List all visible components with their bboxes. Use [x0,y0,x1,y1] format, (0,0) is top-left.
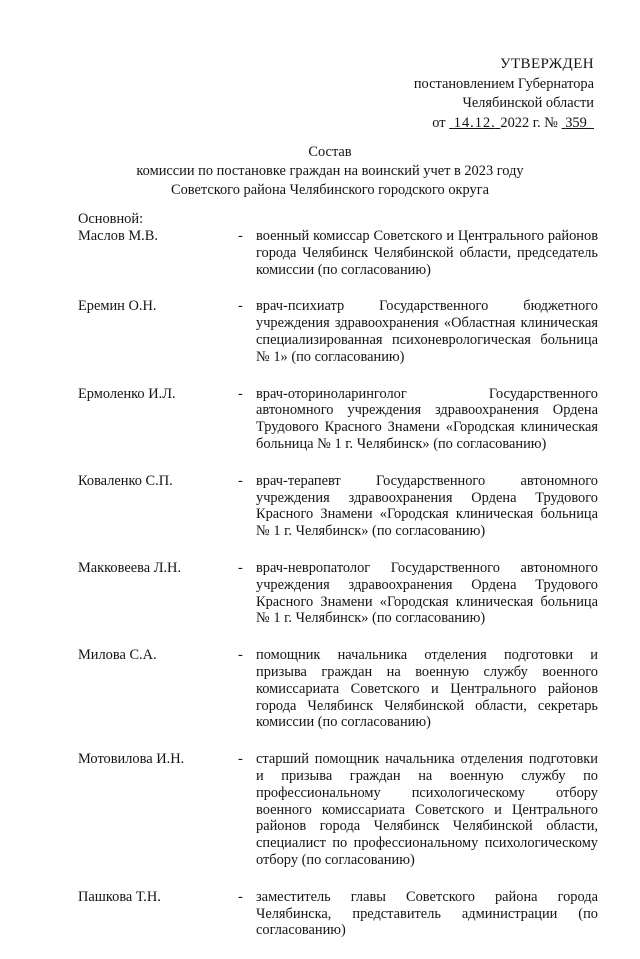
member-dash: - [238,298,243,315]
member-description: врач-оториноларинголог Государственного автономного учреждения здравоохранения Ордена Трудового Красного Знамени «Городская клиническая больница № 1 г. Челябинск» (по согласованию) [256,385,598,452]
member-dash: - [238,472,243,489]
approval-date: 14.12. [453,114,496,131]
member-dash: - [238,751,243,768]
approval-number-sign: № [544,114,558,131]
member-dash: - [238,228,243,244]
document-title [60,143,600,200]
approval-stamp [370,55,594,133]
member-name: Маслов М.В. [78,228,158,244]
member-name: Коваленко С.П. [78,472,173,489]
approval-line-1: постановлением Губернатора [413,75,594,92]
member-row [78,386,598,453]
approval-heading: УТВЕРЖДЕН [499,56,594,72]
approval-from: от [432,114,446,131]
members-list [78,228,598,959]
member-description: военный комиссар Советского и Центрального районов города Челябинск Челябинской области, председатель комиссии (по согласованию) [256,228,598,278]
member-row [78,889,598,939]
member-row [78,228,598,278]
member-name: Пашкова Т.Н. [78,888,161,905]
member-description: врач-психиатр Государственного бюджетного учреждения здравоохранения «Областная клиническая специализированная психоневрологическая больница № 1» (по согласованию) [256,298,598,365]
member-row [78,560,598,627]
approval-line-2: Челябинской области [462,95,594,111]
member-name: Макковеева Л.Н. [78,559,182,576]
member-dash: - [238,888,243,905]
title-line-2: комиссии по постановке граждан на воинский учет в 2023 году [136,163,524,179]
member-row [78,473,598,540]
member-dash: - [238,385,243,402]
member-dash: - [238,559,243,576]
title-line-3: Советского района Челябинского городского округа [170,182,490,198]
approval-date-line [370,114,594,134]
approval-number: 359 [565,114,587,131]
member-description: старший помощник начальника отделения подготовки и призыва граждан на военную службу по профессиональному психологическому отбору военного комиссариата Советского и Центрального районов города Челябинск Челябинской области, специалист по профессиональному психологическому отбору (по согласованию) [256,751,598,868]
member-name: Ермоленко И.Л. [78,385,176,402]
section-label: Основной: [78,211,144,227]
title-line-1: Состав [308,144,352,160]
member-row [78,751,598,869]
member-name: Еремин О.Н. [78,298,157,315]
approval-year: 2022 г. [500,114,541,131]
member-name: Мотовилова И.Н. [78,751,185,768]
member-row [78,647,598,731]
member-dash: - [238,647,243,664]
member-name: Милова С.А. [78,647,157,664]
member-row [78,298,598,365]
member-description: заместитель главы Советского района города Челябинска, представитель администрации (по согласованию) [256,888,598,939]
member-description: врач-невропатолог Государственного автономного учреждения здравоохранения Ордена Трудового Красного Знамени «Городская клиническая больница № 1 г. Челябинск» (по согласованию) [256,559,598,627]
member-description: врач-терапевт Государственного автономного учреждения здравоохранения Ордена Трудового Красного Знамени «Городская клиническая больница № 1 г. Челябинск» (по согласованию) [256,472,598,540]
member-description: помощник начальника отделения подготовки и призыва граждан на военную службу военного комиссариата Советского и Центрального районов города Челябинск Челябинской области, секретарь комиссии (по согласованию) [256,647,598,731]
